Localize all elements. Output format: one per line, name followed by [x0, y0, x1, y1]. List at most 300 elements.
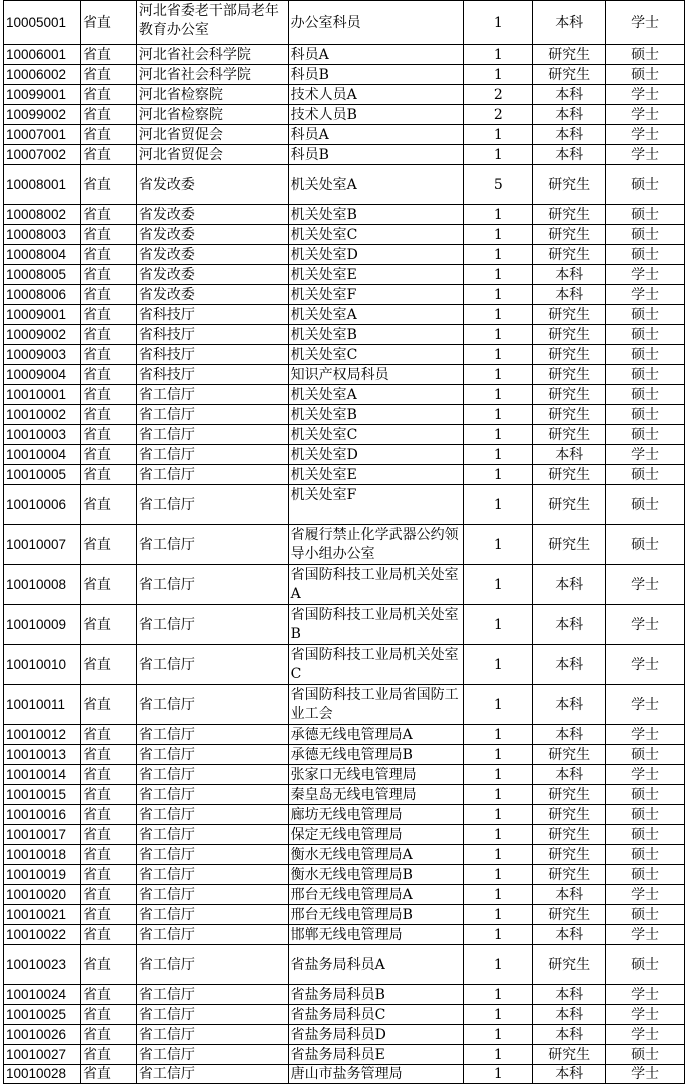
position-code: 10010005: [4, 465, 81, 485]
degree: 学士: [606, 885, 685, 905]
position-name: 科员B: [288, 65, 464, 85]
unit-name: 河北省检察院: [136, 85, 288, 105]
position-code: 10006002: [4, 65, 81, 85]
table-row: [4, 385, 685, 405]
system-name: 省直: [80, 805, 136, 825]
headcount: 1: [464, 305, 533, 325]
degree: 学士: [606, 1005, 685, 1025]
table-body: [4, 1, 685, 1084]
position-code: 10008006: [4, 285, 81, 305]
unit-name: 省工信厅: [136, 525, 288, 565]
system-name: 省直: [80, 845, 136, 865]
system-name: 省直: [80, 125, 136, 145]
education: 研究生: [533, 525, 606, 565]
unit-name: 省工信厅: [136, 985, 288, 1005]
position-name: 邯郸无线电管理局: [288, 925, 464, 945]
system-name: 省直: [80, 745, 136, 765]
table-row: [4, 305, 685, 325]
table-row: [4, 265, 685, 285]
unit-name: 省发改委: [136, 225, 288, 245]
system-name: 省直: [80, 865, 136, 885]
system-name: 省直: [80, 405, 136, 425]
table-row: [4, 1025, 685, 1045]
degree: 学士: [606, 725, 685, 745]
system-name: 省直: [80, 225, 136, 245]
education: 研究生: [533, 745, 606, 765]
unit-name: 省科技厅: [136, 365, 288, 385]
position-name: 承德无线电管理局A: [288, 725, 464, 745]
headcount: 1: [464, 205, 533, 225]
education: 研究生: [533, 245, 606, 265]
headcount: 1: [464, 1, 533, 45]
unit-name: 省工信厅: [136, 385, 288, 405]
position-code: 10010002: [4, 405, 81, 425]
unit-name: 省工信厅: [136, 765, 288, 785]
system-name: 省直: [80, 485, 136, 525]
education: 本科: [533, 125, 606, 145]
system-name: 省直: [80, 685, 136, 725]
degree: 学士: [606, 1065, 685, 1084]
position-name: 唐山市盐务管理局: [288, 1065, 464, 1084]
position-code: 10010011: [4, 685, 81, 725]
education: 本科: [533, 1065, 606, 1084]
position-code: 10010018: [4, 845, 81, 865]
table-row: [4, 825, 685, 845]
degree: 硕士: [606, 745, 685, 765]
system-name: 省直: [80, 565, 136, 605]
system-name: 省直: [80, 885, 136, 905]
unit-name: 省科技厅: [136, 345, 288, 365]
unit-name: 省工信厅: [136, 605, 288, 645]
system-name: 省直: [80, 645, 136, 685]
degree: 硕士: [606, 325, 685, 345]
degree: 学士: [606, 765, 685, 785]
degree: 硕士: [606, 905, 685, 925]
unit-name: 河北省检察院: [136, 105, 288, 125]
education: 研究生: [533, 825, 606, 845]
headcount: 1: [464, 985, 533, 1005]
education: 本科: [533, 765, 606, 785]
unit-name: 河北省委老干部局老年教育办公室: [136, 1, 288, 45]
degree: 硕士: [606, 945, 685, 985]
headcount: 1: [464, 825, 533, 845]
table-row: [4, 145, 685, 165]
table-row: [4, 725, 685, 745]
position-name: 机关处室E: [288, 265, 464, 285]
headcount: 1: [464, 1045, 533, 1065]
position-name: 衡水无线电管理局A: [288, 845, 464, 865]
position-code: 10008005: [4, 265, 81, 285]
unit-name: 省工信厅: [136, 485, 288, 525]
system-name: 省直: [80, 1045, 136, 1065]
headcount: 1: [464, 65, 533, 85]
table-row: [4, 1005, 685, 1025]
position-name: 保定无线电管理局: [288, 825, 464, 845]
table-row: [4, 245, 685, 265]
system-name: 省直: [80, 205, 136, 225]
position-name: 机关处室B: [288, 205, 464, 225]
table-row: [4, 845, 685, 865]
education: 研究生: [533, 485, 606, 525]
position-name: 省国防科技工业局机关处室B: [288, 605, 464, 645]
table-row: [4, 1065, 685, 1084]
headcount: 1: [464, 1025, 533, 1045]
education: 本科: [533, 925, 606, 945]
degree: 硕士: [606, 485, 685, 525]
headcount: 1: [464, 465, 533, 485]
headcount: 1: [464, 845, 533, 865]
unit-name: 河北省贸促会: [136, 145, 288, 165]
education: 研究生: [533, 865, 606, 885]
position-name: 省国防科技工业局省国防工业工会: [288, 685, 464, 725]
education: 研究生: [533, 385, 606, 405]
system-name: 省直: [80, 245, 136, 265]
degree: 硕士: [606, 785, 685, 805]
degree: 学士: [606, 125, 685, 145]
position-code: 10005001: [4, 1, 81, 45]
position-code: 10010008: [4, 565, 81, 605]
position-code: 10010017: [4, 825, 81, 845]
education: 本科: [533, 265, 606, 285]
degree: 硕士: [606, 805, 685, 825]
degree: 硕士: [606, 165, 685, 205]
degree: 学士: [606, 1, 685, 45]
headcount: 1: [464, 145, 533, 165]
position-code: 10010012: [4, 725, 81, 745]
headcount: 1: [464, 45, 533, 65]
position-name: 秦皇岛无线电管理局: [288, 785, 464, 805]
table-row: [4, 765, 685, 785]
degree: 学士: [606, 285, 685, 305]
unit-name: 省工信厅: [136, 685, 288, 725]
table-row: [4, 565, 685, 605]
position-name: 机关处室C: [288, 345, 464, 365]
education: 研究生: [533, 945, 606, 985]
table-row: [4, 85, 685, 105]
system-name: 省直: [80, 425, 136, 445]
position-name: 省盐务局科员C: [288, 1005, 464, 1025]
table-row: [4, 405, 685, 425]
headcount: 1: [464, 365, 533, 385]
table-row: [4, 1, 685, 45]
degree: 硕士: [606, 205, 685, 225]
position-name: 衡水无线电管理局B: [288, 865, 464, 885]
position-name: 知识产权局科员: [288, 365, 464, 385]
headcount: 1: [464, 445, 533, 465]
system-name: 省直: [80, 285, 136, 305]
degree: 硕士: [606, 425, 685, 445]
degree: 硕士: [606, 825, 685, 845]
position-code: 10009003: [4, 345, 81, 365]
system-name: 省直: [80, 465, 136, 485]
degree: 硕士: [606, 385, 685, 405]
position-code: 10010021: [4, 905, 81, 925]
education: 研究生: [533, 785, 606, 805]
unit-name: 省发改委: [136, 165, 288, 205]
headcount: 1: [464, 925, 533, 945]
position-name: 省国防科技工业局机关处室A: [288, 565, 464, 605]
table-row: [4, 1045, 685, 1065]
headcount: 1: [464, 805, 533, 825]
headcount: 1: [464, 745, 533, 765]
unit-name: 省工信厅: [136, 885, 288, 905]
headcount: 1: [464, 125, 533, 145]
unit-name: 省发改委: [136, 205, 288, 225]
position-code: 10010013: [4, 745, 81, 765]
table-row: [4, 125, 685, 145]
system-name: 省直: [80, 1, 136, 45]
headcount: 1: [464, 645, 533, 685]
system-name: 省直: [80, 765, 136, 785]
degree: 硕士: [606, 245, 685, 265]
degree: 硕士: [606, 365, 685, 385]
education: 本科: [533, 85, 606, 105]
unit-name: 省工信厅: [136, 825, 288, 845]
education: 研究生: [533, 405, 606, 425]
table-row: [4, 785, 685, 805]
headcount: 1: [464, 1005, 533, 1025]
position-code: 10010019: [4, 865, 81, 885]
unit-name: 省工信厅: [136, 845, 288, 865]
position-name: 邢台无线电管理局A: [288, 885, 464, 905]
table-row: [4, 325, 685, 345]
headcount: 1: [464, 285, 533, 305]
headcount: 1: [464, 325, 533, 345]
degree: 学士: [606, 685, 685, 725]
headcount: 1: [464, 385, 533, 405]
position-code: 10009004: [4, 365, 81, 385]
table-row: [4, 165, 685, 205]
degree: 硕士: [606, 65, 685, 85]
headcount: 1: [464, 905, 533, 925]
degree: 学士: [606, 85, 685, 105]
education: 本科: [533, 565, 606, 605]
education: 研究生: [533, 225, 606, 245]
unit-name: 省工信厅: [136, 1065, 288, 1084]
unit-name: 河北省社会科学院: [136, 65, 288, 85]
headcount: 1: [464, 785, 533, 805]
table-row: [4, 605, 685, 645]
system-name: 省直: [80, 725, 136, 745]
education: 研究生: [533, 305, 606, 325]
headcount: 1: [464, 1065, 533, 1084]
table-row: [4, 945, 685, 985]
position-name: 省履行禁止化学武器公约领导小组办公室: [288, 525, 464, 565]
education: 研究生: [533, 365, 606, 385]
table-row: [4, 45, 685, 65]
position-name: 机关处室C: [288, 225, 464, 245]
position-code: 10009001: [4, 305, 81, 325]
position-code: 10010022: [4, 925, 81, 945]
headcount: 1: [464, 265, 533, 285]
unit-name: 省工信厅: [136, 805, 288, 825]
position-code: 10010010: [4, 645, 81, 685]
position-code: 10099001: [4, 85, 81, 105]
position-name: 机关处室E: [288, 465, 464, 485]
position-name: 省盐务局科员B: [288, 985, 464, 1005]
education: 本科: [533, 1, 606, 45]
unit-name: 省工信厅: [136, 465, 288, 485]
table-row: [4, 345, 685, 365]
headcount: 2: [464, 105, 533, 125]
position-code: 10010006: [4, 485, 81, 525]
table-row: [4, 465, 685, 485]
education: 本科: [533, 645, 606, 685]
table-row: [4, 65, 685, 85]
position-name: 机关处室B: [288, 405, 464, 425]
education: 研究生: [533, 165, 606, 205]
position-name: 机关处室C: [288, 425, 464, 445]
table-row: [4, 445, 685, 465]
position-name: 机关处室A: [288, 165, 464, 205]
table-row: [4, 205, 685, 225]
system-name: 省直: [80, 905, 136, 925]
unit-name: 省工信厅: [136, 785, 288, 805]
position-code: 10010028: [4, 1065, 81, 1084]
education: 研究生: [533, 45, 606, 65]
headcount: 5: [464, 165, 533, 205]
position-code: 10010026: [4, 1025, 81, 1045]
education: 本科: [533, 1025, 606, 1045]
table-row: [4, 905, 685, 925]
education: 本科: [533, 105, 606, 125]
unit-name: 河北省贸促会: [136, 125, 288, 145]
system-name: 省直: [80, 165, 136, 205]
degree: 学士: [606, 265, 685, 285]
education: 研究生: [533, 1045, 606, 1065]
position-code: 10010009: [4, 605, 81, 645]
headcount: 1: [464, 425, 533, 445]
education: 研究生: [533, 905, 606, 925]
degree: 学士: [606, 605, 685, 645]
headcount: 1: [464, 345, 533, 365]
position-code: 10010007: [4, 525, 81, 565]
table-row: [4, 805, 685, 825]
education: 研究生: [533, 325, 606, 345]
degree: 学士: [606, 925, 685, 945]
position-name: 机关处室F: [288, 485, 464, 525]
education: 研究生: [533, 65, 606, 85]
education: 研究生: [533, 205, 606, 225]
system-name: 省直: [80, 85, 136, 105]
unit-name: 省科技厅: [136, 305, 288, 325]
unit-name: 省工信厅: [136, 445, 288, 465]
table-row: [4, 685, 685, 725]
table-row: [4, 925, 685, 945]
system-name: 省直: [80, 365, 136, 385]
education: 研究生: [533, 345, 606, 365]
unit-name: 省工信厅: [136, 565, 288, 605]
system-name: 省直: [80, 925, 136, 945]
position-code: 10007002: [4, 145, 81, 165]
degree: 学士: [606, 565, 685, 605]
education: 本科: [533, 685, 606, 725]
degree: 学士: [606, 145, 685, 165]
education: 本科: [533, 985, 606, 1005]
position-code: 10007001: [4, 125, 81, 145]
degree: 硕士: [606, 845, 685, 865]
degree: 学士: [606, 985, 685, 1005]
headcount: 1: [464, 885, 533, 905]
table-row: [4, 745, 685, 765]
headcount: 2: [464, 85, 533, 105]
system-name: 省直: [80, 265, 136, 285]
education: 本科: [533, 445, 606, 465]
table-row: [4, 985, 685, 1005]
unit-name: 省科技厅: [136, 325, 288, 345]
unit-name: 省工信厅: [136, 945, 288, 985]
position-name: 技术人员B: [288, 105, 464, 125]
system-name: 省直: [80, 1025, 136, 1045]
position-name: 科员A: [288, 125, 464, 145]
unit-name: 省发改委: [136, 285, 288, 305]
position-code: 10010001: [4, 385, 81, 405]
system-name: 省直: [80, 785, 136, 805]
headcount: 1: [464, 565, 533, 605]
education: 研究生: [533, 425, 606, 445]
system-name: 省直: [80, 445, 136, 465]
degree: 学士: [606, 1025, 685, 1045]
system-name: 省直: [80, 605, 136, 645]
table-row: [4, 525, 685, 565]
degree: 学士: [606, 645, 685, 685]
position-code: 10010027: [4, 1045, 81, 1065]
table-row: [4, 485, 685, 525]
position-name: 省盐务局科员E: [288, 1045, 464, 1065]
table-row: [4, 365, 685, 385]
education: 研究生: [533, 845, 606, 865]
position-code: 10010024: [4, 985, 81, 1005]
headcount: 1: [464, 245, 533, 265]
degree: 硕士: [606, 305, 685, 325]
unit-name: 省发改委: [136, 265, 288, 285]
position-code: 10008004: [4, 245, 81, 265]
education: 本科: [533, 885, 606, 905]
degree: 硕士: [606, 405, 685, 425]
system-name: 省直: [80, 345, 136, 365]
position-table: [3, 0, 685, 1084]
unit-name: 省工信厅: [136, 405, 288, 425]
position-name: 省盐务局科员A: [288, 945, 464, 985]
unit-name: 省工信厅: [136, 745, 288, 765]
position-code: 10010020: [4, 885, 81, 905]
table-row: [4, 865, 685, 885]
table-row: [4, 225, 685, 245]
system-name: 省直: [80, 1065, 136, 1084]
position-code: 10010023: [4, 945, 81, 985]
unit-name: 省工信厅: [136, 1005, 288, 1025]
unit-name: 省工信厅: [136, 645, 288, 685]
education: 本科: [533, 1005, 606, 1025]
table-row: [4, 425, 685, 445]
unit-name: 河北省社会科学院: [136, 45, 288, 65]
headcount: 1: [464, 485, 533, 525]
position-code: 10010015: [4, 785, 81, 805]
system-name: 省直: [80, 105, 136, 125]
degree: 硕士: [606, 225, 685, 245]
system-name: 省直: [80, 145, 136, 165]
system-name: 省直: [80, 45, 136, 65]
position-name: 办公室科员: [288, 1, 464, 45]
system-name: 省直: [80, 945, 136, 985]
position-name: 机关处室A: [288, 305, 464, 325]
table-row: [4, 105, 685, 125]
position-name: 科员B: [288, 145, 464, 165]
unit-name: 省工信厅: [136, 925, 288, 945]
headcount: 1: [464, 225, 533, 245]
position-name: 技术人员A: [288, 85, 464, 105]
degree: 硕士: [606, 465, 685, 485]
